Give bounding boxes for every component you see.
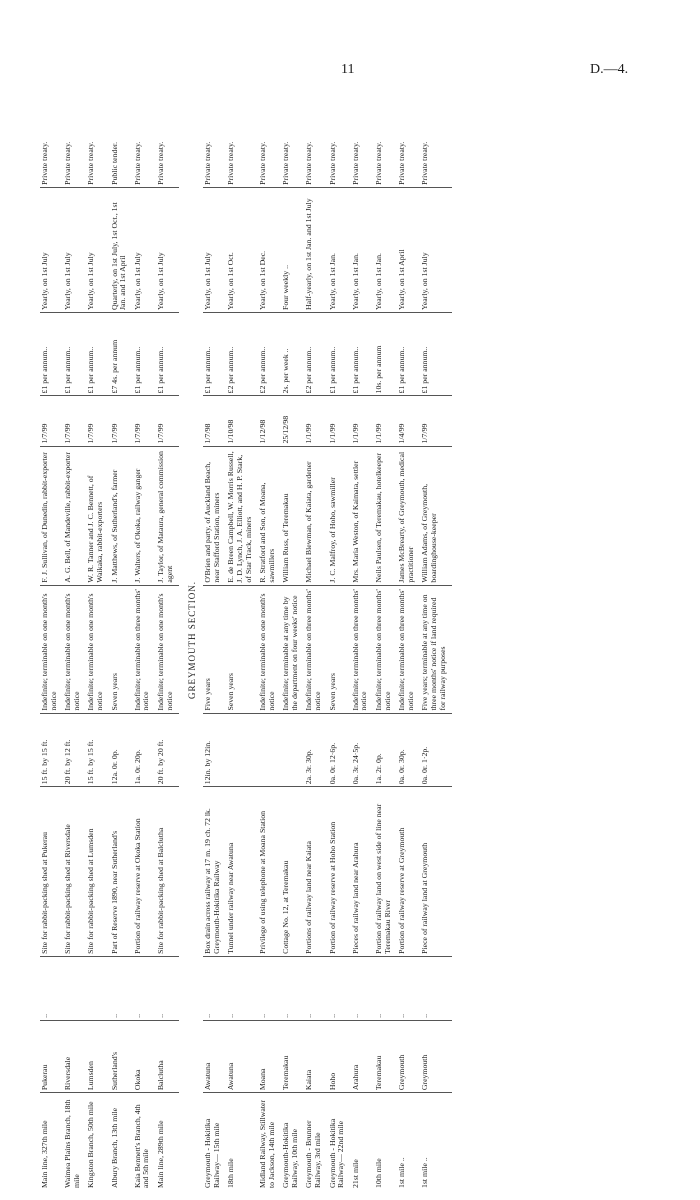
cell-station: Kaiata	[304, 1020, 327, 1092]
cell-blank: ..	[156, 956, 179, 1020]
cell-blank: ..	[351, 956, 374, 1020]
cell-description: Piece of railway land at Greymouth	[420, 787, 452, 957]
cell-payable: Yearly, on 1st April	[397, 187, 420, 312]
cell-payable: Yearly, on 1st July	[203, 187, 226, 312]
cell-area: 0a. 0r. 12·6p.	[328, 713, 351, 787]
cell-railway-line: 21st mile	[350, 1159, 360, 1188]
cell-railway-line: Greymouth - Hokitika Railway— 22nd mile	[327, 1118, 346, 1188]
cell-lessee: J. Taylor, of Mataura, general commission agent	[156, 446, 179, 585]
cell-description: Privilege of using telephone at Moana Station	[258, 787, 281, 957]
cell-term: Five years	[203, 585, 226, 713]
cell-date-of-lease: 1/7/99	[63, 396, 86, 446]
table-row	[226, 90, 258, 1190]
cell-area	[281, 713, 304, 787]
table-row	[133, 90, 156, 1190]
cell-area: 12a. 0r. 0p.	[110, 713, 133, 787]
page-reference: D.—4.	[590, 62, 629, 77]
cell-payable: Yearly, on 1st July	[63, 187, 86, 312]
cell-how-let: Private treaty.	[397, 90, 420, 187]
cell-rent: £1 per annum..	[63, 313, 86, 396]
cell-how-let: Private treaty.	[420, 90, 452, 187]
table-row	[110, 90, 133, 1190]
cell-date-of-lease: 25/12/98	[281, 396, 304, 446]
cell-lessee: O'Brien and party, of Auckland Beach, near Stafford Station, miners	[203, 446, 226, 585]
cell-station: Awatuna	[226, 1020, 258, 1092]
cell-blank: ..	[328, 956, 351, 1020]
cell-description: Site for rabbit-packing shed at Balclutha	[156, 787, 179, 957]
table-row	[281, 90, 304, 1190]
lease-table	[40, 90, 452, 1190]
cell-lessee: W. R. Tanner and J. C. Bennett, of Waikaka, rabbit-exporters	[86, 446, 109, 585]
cell-railway-line: Greymouth-Hokitika Railway, 10th mile	[281, 1122, 299, 1188]
cell-date-of-lease: 1/10/98	[226, 396, 258, 446]
cell-area: 2a. 3r. 30p.	[304, 713, 327, 787]
cell-station: Teremakau	[374, 1020, 397, 1092]
cell-blank	[63, 956, 86, 1020]
cell-railway-line: Midland Railway, Stillwater to Jackson, 14th mile	[258, 1099, 276, 1188]
cell-description: Part of Reserve 1890, near Sutherland's	[110, 787, 133, 957]
cell-station: Pukerau	[40, 1020, 63, 1092]
cell-rent: £1 per annum..	[328, 313, 351, 396]
cell-how-let: Private treaty.	[304, 90, 327, 187]
cell-description: Portions of railway land near Kaiata	[304, 787, 327, 957]
cell-description: Portion of railway land on west side of line near Teremakau River	[374, 787, 397, 957]
table-row	[63, 90, 86, 1190]
cell-lessee: A. G. Bell, of Mandeville, rabbit-exporter	[63, 446, 86, 585]
cell-how-let: Private treaty.	[133, 90, 156, 187]
cell-blank: ..	[397, 956, 420, 1020]
cell-term: Indefinite; terminable on one month's notice	[63, 585, 86, 713]
cell-how-let: Private treaty.	[86, 90, 109, 187]
greymouth-rows	[179, 90, 452, 1190]
cell-lessee: J. Walters, of Okoka, railway ganger	[133, 446, 156, 585]
cell-term: Indefinite; terminable on one month's notice	[156, 585, 179, 713]
cell-how-let: Private treaty.	[203, 90, 226, 187]
table-row	[258, 90, 281, 1190]
cell-station: Sutherland's	[110, 1020, 133, 1092]
cell-rent: 2s. per week ..	[281, 313, 304, 396]
cell-lessee: James McBrearty, of Greymouth, medical practitioner	[397, 446, 420, 585]
cell-description: Site for rabbit-packing shed at Pukerau	[40, 787, 63, 957]
cell-payable: Half-yearly, on 1st Jan. and 1st July	[304, 187, 327, 312]
cell-station: Hoho	[328, 1020, 351, 1092]
cell-lessee: J. Matthews, of Sutherland's, farmer	[110, 446, 133, 585]
cell-area: 0a. 0r. 1·2p.	[420, 713, 452, 787]
cell-rent: £1 per annum..	[156, 313, 179, 396]
cell-term: Five years; terminable at any time on three months' notice if land required for railway purposes	[420, 585, 452, 713]
cell-railway-line: Kingston Branch, 50th mile	[86, 1101, 96, 1188]
cell-date-of-lease: 1/7/99	[133, 396, 156, 446]
cell-payable: Yearly, on 1st July	[420, 187, 452, 312]
cell-date-of-lease: 1/1/99	[304, 396, 327, 446]
cell-lessee: William Russ, of Teremakau	[281, 446, 304, 585]
cell-railway-line: 10th mile	[374, 1158, 384, 1188]
table-row	[328, 90, 351, 1190]
cell-railway-line: Main line, 289th mile	[155, 1120, 165, 1188]
cell-rent: £2 per annum..	[304, 313, 327, 396]
section-title: GREYMOUTH SECTION.	[187, 581, 198, 699]
cell-payable: Yearly, on 1st July	[133, 187, 156, 312]
cell-blank: ..	[304, 956, 327, 1020]
cell-term: Indefinite; terminable on three months' notice	[133, 585, 156, 713]
cell-blank: ..	[258, 956, 281, 1020]
cell-area	[258, 713, 281, 787]
cell-blank: ..	[133, 956, 156, 1020]
cell-railway-line: Kaia Bennett's Branch, 4th and 5th mile	[132, 1104, 151, 1188]
cell-railway-line: Albury Branch, 13th mile	[109, 1107, 119, 1188]
cell-lessee: Neils Paulsen, of Teremakau, hotelkeeper	[374, 446, 397, 585]
cell-blank: ..	[281, 956, 304, 1020]
cell-payable: Yearly, on 1st July	[86, 187, 109, 312]
cell-date-of-lease: 1/12/98	[258, 396, 281, 446]
cell-station: Arahura	[351, 1020, 374, 1092]
cell-rent: £1 per annum..	[40, 313, 63, 396]
cell-description: Portion of railway reserve at Okoka Station	[133, 787, 156, 957]
cell-area: 0a. 3r. 24·5p.	[351, 713, 374, 787]
cell-station: Moana	[258, 1020, 281, 1092]
cell-how-let: Public tender.	[110, 90, 133, 187]
cell-payable: Yearly, on 1st Jan.	[351, 187, 374, 312]
table-row	[203, 90, 226, 1190]
cell-how-let: Private treaty.	[40, 90, 63, 187]
cell-term: Seven years	[226, 585, 258, 713]
cell-area: 20 ft. by 20 ft.	[156, 713, 179, 787]
cell-station: Balclutha	[156, 1020, 179, 1092]
cell-date-of-lease: 1/7/99	[156, 396, 179, 446]
cell-how-let: Private treaty.	[328, 90, 351, 187]
cell-rent: £7 4s. per annum	[110, 313, 133, 396]
cell-description: Pieces of railway land near Arahura	[351, 787, 374, 957]
cell-station: Greymouth	[420, 1020, 452, 1092]
cell-rent: £2 per annum..	[226, 313, 258, 396]
cell-term: Indefinite; terminable on one month's notice	[40, 585, 63, 713]
cell-date-of-lease: 1/7/98	[203, 396, 226, 446]
table-row	[86, 90, 109, 1190]
cell-area: 15 ft. by 15 ft.	[40, 713, 63, 787]
cell-how-let: Private treaty.	[258, 90, 281, 187]
cell-railway-line: Waimea Plains Branch, 18th mile	[63, 1099, 81, 1188]
cell-payable: Yearly, on 1st July	[40, 187, 63, 312]
cell-station: Okoka	[133, 1020, 156, 1092]
cell-railway-line: 18th mile	[226, 1158, 236, 1188]
cell-date-of-lease: 1/1/99	[351, 396, 374, 446]
cell-description: Box drain across railway at 17 m. 19 ch. 72 lk. Greymouth-Hokitika Railway	[203, 787, 226, 957]
cell-date-of-lease: 1/7/99	[40, 396, 63, 446]
cell-area: 20 ft. by 12 ft.	[63, 713, 86, 787]
cell-area: 15 ft. by 15 ft.	[86, 713, 109, 787]
cell-description: Cottage No. 12, at Teremakau	[281, 787, 304, 957]
cell-payable: Four weekly ..	[281, 187, 304, 312]
page-number: 11	[341, 62, 355, 77]
cell-rent: £1 per annum..	[397, 313, 420, 396]
cell-how-let: Private treaty.	[374, 90, 397, 187]
cell-date-of-lease: 1/1/99	[328, 396, 351, 446]
cell-rent: £2 per annum..	[258, 313, 281, 396]
cell-lessee: Michael Blewman, of Kaiata, gardener	[304, 446, 327, 585]
cell-description: Portion of railway reserve at Greymouth	[397, 787, 420, 957]
cell-rent: 10s. per annum	[374, 313, 397, 396]
cell-how-let: Private treaty.	[156, 90, 179, 187]
cell-station: Teremakau	[281, 1020, 304, 1092]
cell-how-let: Private treaty.	[226, 90, 258, 187]
cell-blank: ..	[420, 956, 452, 1020]
cell-railway-line: 1st mile ..	[397, 1157, 407, 1188]
cell-railway-line: Greymouth - Brunner Railway, 3rd mile	[304, 1120, 323, 1188]
table-row	[304, 90, 327, 1190]
cell-payable: Yearly, on 1st Jan.	[374, 187, 397, 312]
cell-lessee: William Adams, of Greymouth, boardinghouse-keeper	[420, 446, 452, 585]
cell-payable: Quarterly, on 1st July, 1st Oct., 1st Jan. and 1st April	[110, 187, 133, 312]
cell-how-let: Private treaty.	[351, 90, 374, 187]
cell-rent: £1 per annum..	[86, 313, 109, 396]
cell-blank: ..	[203, 956, 226, 1020]
cell-term: Indefinite; terminable on three months' notice	[397, 585, 420, 713]
cell-blank	[86, 956, 109, 1020]
cell-description: Site for rabbit-packing shed at Riversdale	[63, 787, 86, 957]
cell-area	[226, 713, 258, 787]
cell-blank: ..	[374, 956, 397, 1020]
cell-area: 0a. 0r. 30p.	[397, 713, 420, 787]
cell-term: Seven years	[110, 585, 133, 713]
cell-date-of-lease: 1/7/99	[86, 396, 109, 446]
cell-lessee: Mrs. Maria Weston, of Kaimata, settler	[351, 446, 374, 585]
cell-station: Riversdale	[63, 1020, 86, 1092]
cell-term: Indefinite; terminable on three months' notice	[374, 585, 397, 713]
cell-area: 1a. 0r. 20p.	[133, 713, 156, 787]
cell-rent: £1 per annum..	[133, 313, 156, 396]
cell-station: Greymouth	[397, 1020, 420, 1092]
cell-term: Indefinite; terminable on one month's notice	[86, 585, 109, 713]
cell-term: Indefinite; terminable on three months' notice	[304, 585, 327, 713]
table-row	[397, 90, 420, 1190]
cell-rent: £1 per annum..	[420, 313, 452, 396]
cell-lessee: F. J. Sullivan, of Dunedin, rabbit-exporter	[40, 446, 63, 585]
cell-lessee: E. de Breen Campbell, W. Morris Russell, J. D. Lynch, J. A. Elliott, and H. P. Stark, of Star Track, miners	[226, 446, 258, 585]
cell-rent: £1 per annum..	[203, 313, 226, 396]
table-row	[351, 90, 374, 1190]
cell-payable: Yearly, on 1st Dec.	[258, 187, 281, 312]
cell-lessee: R. Stratford and Son, of Moana, sawmillers	[258, 446, 281, 585]
cell-railway-line: Main line, 327th mile	[40, 1120, 49, 1188]
cell-description: Portion of railway reserve at Hoho Station	[328, 787, 351, 957]
section-heading-row	[179, 90, 203, 1190]
table-row	[156, 90, 179, 1190]
cell-area: 1a. 2r. 0p.	[374, 713, 397, 787]
cell-railway-line: 1st mile ..	[420, 1157, 430, 1188]
cell-term: Seven years	[328, 585, 351, 713]
cell-how-let: Private treaty.	[281, 90, 304, 187]
cell-station: Lumsden	[86, 1020, 109, 1092]
cell-payable: Yearly, on 1st Oct.	[226, 187, 258, 312]
table-row	[374, 90, 397, 1190]
table-row	[420, 90, 452, 1190]
cell-blank: ..	[110, 956, 133, 1020]
cell-date-of-lease: 1/7/99	[110, 396, 133, 446]
cell-how-let: Private treaty.	[63, 90, 86, 187]
cell-payable: Yearly, on 1st Jan.	[328, 187, 351, 312]
cell-lessee: J. C. Malfroy, of Hoho, sawmiller	[328, 446, 351, 585]
cell-railway-line: Greymouth - Hokitika Railway— 15th mile	[203, 1118, 221, 1188]
rotated-lease-table	[40, 90, 658, 1190]
cell-payable: Yearly, on 1st July	[156, 187, 179, 312]
cell-blank: ..	[40, 956, 63, 1020]
cell-date-of-lease: 1/1/99	[374, 396, 397, 446]
otago-rows	[40, 90, 179, 1190]
cell-term: Indefinite; terminable at any time by the department on four weeks' notice	[281, 585, 304, 713]
table-row	[40, 90, 63, 1190]
cell-date-of-lease: 1/7/99	[420, 396, 452, 446]
cell-blank: ..	[226, 956, 258, 1020]
cell-station: Awatuna	[203, 1020, 226, 1092]
cell-term: Indefinite; terminable on three months' notice	[351, 585, 374, 713]
cell-description: Site for rabbit-packing shed at Lumsden	[86, 787, 109, 957]
cell-area: 12in. by 12in.	[203, 713, 226, 787]
cell-rent: £1 per annum..	[351, 313, 374, 396]
cell-date-of-lease: 1/4/99	[397, 396, 420, 446]
cell-term: Indefinite; terminable on one month's notice	[258, 585, 281, 713]
cell-description: Tunnel under railway near Awatuna	[226, 787, 258, 957]
